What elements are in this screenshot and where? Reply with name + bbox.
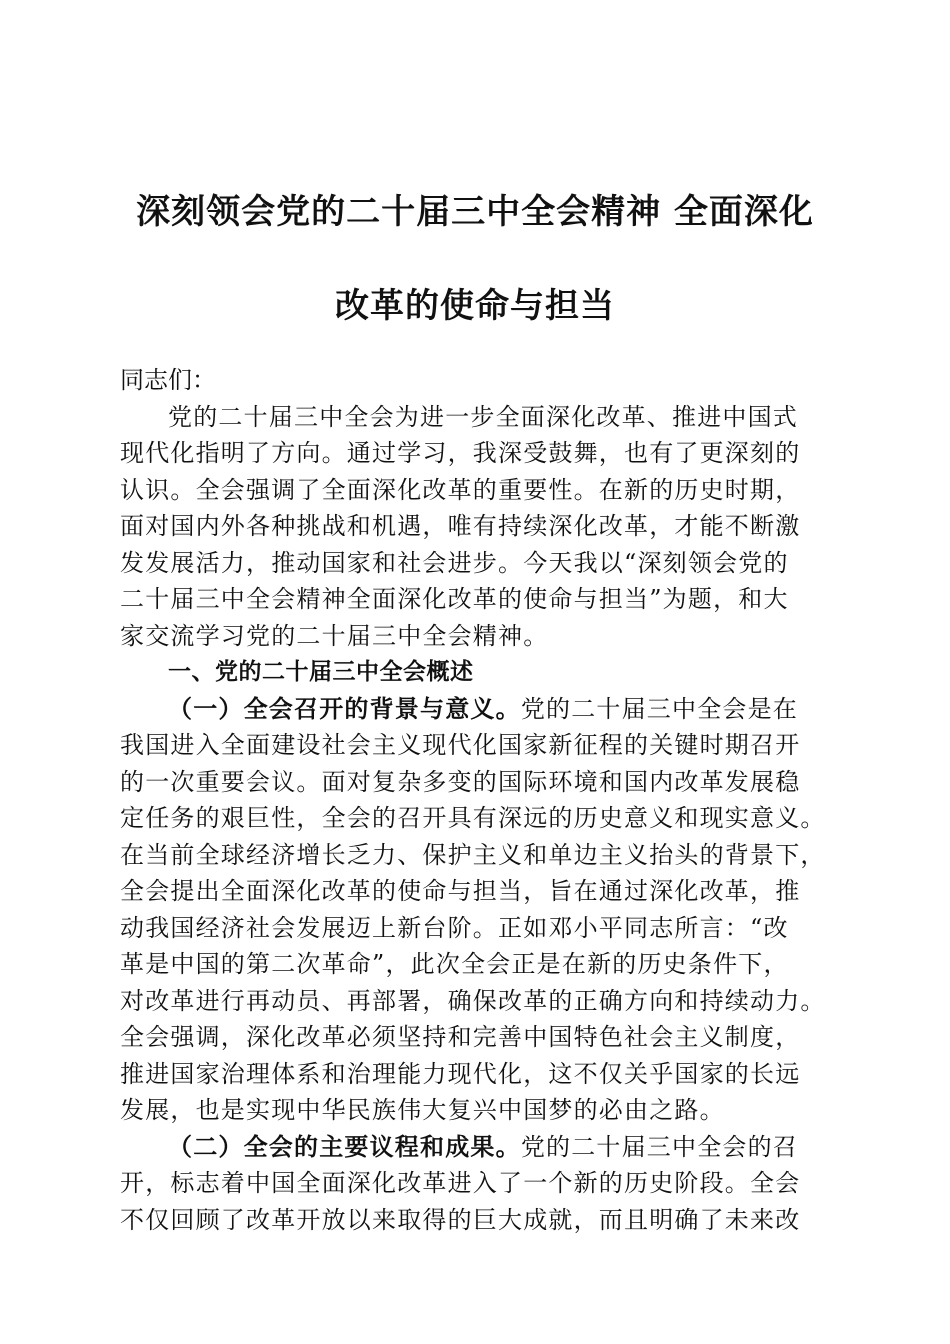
paragraph-line: 对改革进行再动员、再部署，确保改革的正确方向和持续动力。 [120,986,826,1015]
paragraph-line: 认识。全会强调了全面深化改革的重要性。在新的历史时期， [120,475,801,504]
paragraph-line: 革是中国的第二次革命”，此次全会正是在新的历史条件下， [120,950,789,978]
document-title [60,165,890,353]
paragraph-line: 推进国家治理体系和治理能力现代化，这不仅关乎国家的长远 [120,1059,801,1088]
paragraph-line: 开，标志着中国全面深化改革进入了一个新的历史阶段。全会 [120,1169,801,1197]
title-line-1: 深刻领会党的二十届三中全会精神 全面深化 [136,192,814,232]
paragraph-line: 家交流学习党的二十届三中全会精神。 [120,621,549,650]
paragraph-line: 我国进入全面建设社会主义现代化国家新征程的关键时期召开 [120,731,801,759]
section-heading-1: 一、党的二十届三中全会概述 [168,659,474,685]
paragraph-line: 动我国经济社会发展迈上新台阶。正如邓小平同志所言：“改 [120,913,789,942]
paragraph-line: 在当前全球经济增长乏力、保护主义和单边主义抬头的背景下， [120,840,826,869]
paragraph-line [120,1129,830,1166]
paragraph-line: 的一次重要会议。面对复杂多变的国际环境和国内改革发展稳 [120,767,801,796]
paragraph-line: 定任务的艰巨性，全会的召开具有深远的历史意义和现实意义。 [120,804,826,832]
subsection-lead-2: （二）全会的主要议程和成果。 [168,1131,521,1161]
subsection-paragraph-2 [120,1129,830,1239]
intro-paragraph [120,399,830,655]
paragraph-line: 面对国内外各种挑战和机遇，唯有持续深化改革，才能不断激 [120,512,801,540]
subsection-first-line-rest: 党的二十届三中全会的召 [520,1132,799,1161]
paragraph-line: 二十届三中全会精神全面深化改革的使命与担当”为题，和大 [120,585,789,613]
paragraph-line: 发发展活力，推动国家和社会进步。今天我以“深刻领会党的 [120,548,789,577]
paragraph-line: 发展，也是实现中华民族伟大复兴中国梦的必由之路。 [120,1096,725,1124]
document-body [120,362,830,1238]
subsection-lead-1: （一）全会召开的背景与意义。 [168,693,521,723]
subsection-paragraph-1 [120,691,830,1129]
paragraph-line: 现代化指明了方向。通过学习，我深受鼓舞，也有了更深刻的 [120,439,801,467]
salutation: 同志们： [120,366,216,394]
paragraph-line: 不仅回顾了改革开放以来取得的巨大成就，而且明确了未来改 [120,1205,801,1234]
paragraph-line: 全会提出全面深化改革的使命与担当，旨在通过深化改革，推 [120,877,801,905]
title-line-2: 改革的使命与担当 [335,286,615,326]
paragraph-line: 党的二十届三中全会为进一步全面深化改革、推进中国式 [168,402,798,431]
subsection-first-line-rest: 党的二十届三中全会是在 [520,694,799,723]
paragraph-line [120,691,830,728]
paragraph-line: 全会强调，深化改革必须坚持和完善中国特色社会主义制度， [120,1023,801,1051]
